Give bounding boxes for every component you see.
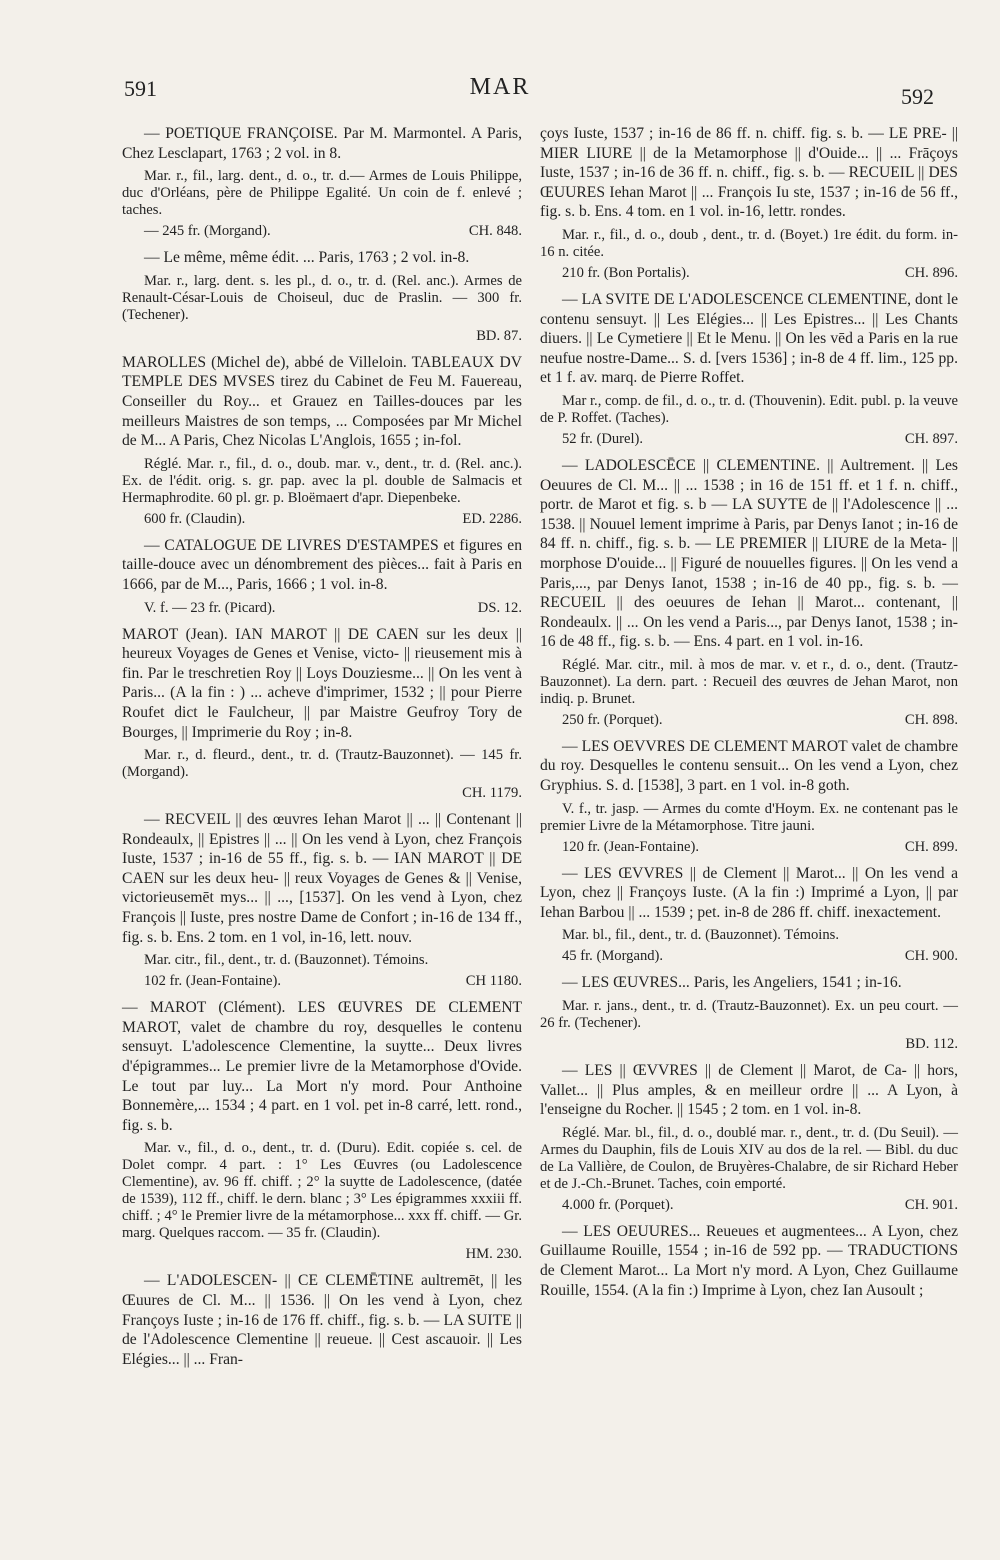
sale-price: 52 fr. (Durel). xyxy=(562,430,644,447)
catalogue-entry: — LES ŒUVRES... Paris, les Angeliers, 1541 ; in-16. xyxy=(562,974,902,992)
catalogue-ref: CH. 896. xyxy=(904,264,958,281)
sale-price: 4.000 fr. (Porquet). xyxy=(562,1196,674,1213)
catalogue-entry: — LES OEUURES... Reueues et augmentees... A Lyon, chez Guillaume Rouille, 1554 ; in-16 de 592 pp. — TRADUCTIONS de Clement Marot... La Mort n'y mord. A Lyon, Chez Guillaume Rouille, 1554. (A la fin :) Imprime à Lyon, chez Ian Ausoult ; xyxy=(540,1222,958,1299)
binding-note: Mar. r., fil., larg. dent., d. o., tr. d.— Armes de Louis Philippe, duc d'Orléans, père de Philippe Egalité. Un coin de f. enlevé ; taches. xyxy=(122,168,522,219)
catalogue-entry: — CATALOGUE DE LIVRES D'ESTAMPES et figures en taille-douce avec un dénombrement des pièces... fait à Paris en 1666, par de M..., Paris, 1666 ; 1 vol. in-8. xyxy=(122,536,522,593)
catalogue-ref: CH. 1179. xyxy=(462,785,522,802)
binding-note: Mar. v., fil., d. o., dent., tr. d. (Duru). Edit. copiée s. cel. de Dolet compr. 4 part. : 1° Les Œuvres (ou Ladolescence Clementine), av. 96 ff. chiff. ; 2° la suytte de Ladolescence, (datée de 1539), 112 ff., chiff. le dern. blanc ; 3° Les épigrammes xxxiii ff. chiff. ; 4° le Premier livre de la métamorphose... xxx ff. chiff. — Gr. marg. Quelques raccom. — 35 fr. (Claudin). xyxy=(122,1140,522,1242)
page-header xyxy=(0,70,1000,110)
page-number-right: 592 xyxy=(901,84,934,109)
catalogue-entry: — POETIQUE FRANÇOISE. Par M. Marmontel. A Paris, Chez Lesclapart, 1763 ; 2 vol. in 8. xyxy=(122,125,522,162)
catalogue-ref: CH. 848. xyxy=(468,223,522,240)
catalogue-entry: — LA SVITE DE L'ADOLESCENCE CLEMENTINE, dont le contenu sensuyt. || Les Elégies... || Les Epistres... || Les Chants diuers. || Le Cymetiere || Et le Menu. || On les vēd a Paris en la rue neufue nostre-Dame... S. d. [vers 1536] ; in-8 de 4 ff. lim., 125 pp. et 1 f. av. marq. de Pierre Roffet. xyxy=(540,290,958,387)
price-line xyxy=(562,431,958,448)
catalogue-entry: — L'ADOLESCEN- || CE CLEMĒTINE aultremēt, || les Œuures de Cl. M... || 1536. || On les vend à Lyon, chez Françoys Iuste ; in-16 de 176 ff. chiff., fig. s. b. — LA SUITE || de l'Adolescence Clementine || reueue. || Cest ascauoir. || Les Elégies... || ... Fran- xyxy=(122,1272,522,1368)
author-heading-entry: MAROT (Jean). IAN MAROT || DE CAEN sur les deux || heureux Voyages de Genes et Venise, victo- || rieusement mis à fin. Par le treschretien Roy || Loys Douziesme... || On les vent à Paris... (A la fin : ) ... acheve d'imprimer, 1532 ; || pour Pierre Roufet dict le Faulcheur, || par Maistre Geufroy Tory de Bourges, || Imprimerie du Roy ; in-8. xyxy=(122,625,522,741)
column-right xyxy=(540,124,958,1305)
catalogue-entry: — LES ŒVVRES || de Clement || Marot... || On les vend a Lyon, chez || Françoys Iuste. (A la fin :) Imprimé a Lyon, || par Iehan Barbou || ... 1539 ; pet. in-8 de 286 ff. chiff. inexactement. xyxy=(540,864,958,921)
catalogue-ref: CH. 897. xyxy=(904,430,958,447)
binding-note: Mar. r. jans., dent., tr. d. (Trautz-Bauzonnet). Ex. un peu court. — 26 fr. (Techener). xyxy=(540,998,958,1032)
price-line xyxy=(144,511,522,528)
catalogue-ref: BD. 87. xyxy=(476,327,522,344)
binding-note: V. f., tr. jasp. — Armes du comte d'Hoym. Ex. ne contenant pas le premier Livre de la Métamorphose. Titre jauni. xyxy=(540,800,958,834)
catalogue-entry: — LADOLESCĒCE || CLEMENTINE. || Aultrement. || Les Oeuures de Cl. M... || ... 1538 ; in 16 de 151 ff. et 1 f. n. chiff., portr. de Marot et fig. s. b — LA SUYTE de || l'Adolescence || ... 1538. || Nouuel lement imprime à Paris, par Denys Ianot ; in-16 de 84 ff. n. chiff., fig. s. b. — LE PREMIER || LIURE de la Meta- || morphose D'ouide... || Figuré de nouuelles figures. || On les vend a Paris,..., par Denys Ianot, 1538 ; in-16 de 40 pp., fig. s. b. — RECUEIL || des oeuures de Iehan || Marot... contenant, || Rondeaulx. || ... On les vend a Paris..., par Denys Ianot, 1538 ; in-16 de 48 ff., fig. s. b. — Ens. 4 part. en 1 vol. in-16. xyxy=(540,456,958,651)
catalogue-ref: CH. 898. xyxy=(904,711,958,728)
sale-price: — 245 fr. (Morgand). xyxy=(144,223,271,240)
catalogue-entry: — LES OEVVRES DE CLEMENT MAROT valet de chambre du roy. Desquelles le contenu sensuit... On les vend a Lyon, chez Gryphius. S. d. [1538], 3 part. en 1 vol. in-8 goth. xyxy=(540,737,958,795)
price-line xyxy=(144,600,522,617)
price-line xyxy=(562,1036,958,1053)
price-line xyxy=(144,973,522,990)
sale-price: 120 fr. (Jean-Fontaine). xyxy=(562,838,699,855)
author-heading-entry: — MAROT (Clément). LES ŒUVRES DE CLEMENT MAROT, valet de chambre du roy, desquelles le contenu sensuyt. L'adolescence Clementine, la suytte... Deux livres d'épigrammes... Le premier livre de la Metamorphose d'Ovide. Le tout par luy... La Mort n'y mord. Pour Anthoine Bonnemère,... 1534 ; 4 part. en 1 vol. pet in-8 carré, lett. rond., fig. s. b. xyxy=(122,999,522,1134)
binding-note: Réglé. Mar. bl., fil., d. o., doublé mar. r., dent., tr. d. (Du Seuil). — Armes du Dauphin, fils de Louis XIV au dos de la rel. — Bibl. du duc de La Vallière, de Coulon, de Bruyères-Chalabre, de sir Richard Heber et de J.-Ch.-Brunet. Taches, coin emporté. xyxy=(540,1124,958,1192)
binding-note: Mar. r., fil., d. o., doub , dent., tr. d. (Boyet.) 1re édit. du form. in-16 n. citée. xyxy=(540,226,958,260)
price-line xyxy=(144,223,522,240)
price-line xyxy=(562,712,958,729)
price-line xyxy=(562,948,958,965)
sale-price: 102 fr. (Jean-Fontaine). xyxy=(144,973,281,990)
catalogue-ref: CH. 900. xyxy=(904,948,958,965)
catalogue-entry: — LES || ŒVVRES || de Clement || Marot, de Ca- || hors, Vallet... || Plus amples, & en meilleur ordre || ... A Lyon, à l'enseigne du Rocher. || 1545 ; 2 tom. en 1 vol. in-8. xyxy=(540,1062,958,1119)
price-line xyxy=(144,785,522,802)
price-line xyxy=(562,839,958,856)
binding-note: Réglé. Mar. citr., mil. à mos de mar. v. et r., d. o., dent. (Trautz-Bauzonnet). La dern. part. : Recueil des œuvres de Jehan Marot, non indiq. p. Brunet. xyxy=(540,656,958,707)
binding-note: Réglé. Mar. r., fil., d. o., doub. mar. v., dent., tr. d. (Rel. anc.). Ex. de l'édit. orig. s. gr. pap. avec la pl. double de Salmacis et Hermaphrodite. 60 pl. gr. p. Bloëmaert d'apr. Diepenbeke. xyxy=(122,455,522,506)
price-line xyxy=(144,328,522,345)
catalogue-ref: DS. 12. xyxy=(477,599,522,616)
catalogue-entry: — Le même, même édit. ... Paris, 1763 ; 2 vol. in-8. xyxy=(144,249,470,267)
binding-note: Mar. r., d. fleurd., dent., tr. d. (Trautz-Bauzonnet). — 145 fr. (Morgand). xyxy=(122,747,522,781)
binding-note: Mar. r., larg. dent. s. les pl., d. o., tr. d. (Rel. anc.). Armes de Renault-César-Louis de Choiseul, duc de Praslin. — 300 fr. (Techener). xyxy=(122,272,522,323)
sale-price: 600 fr. (Claudin). xyxy=(144,510,246,527)
catalogue-ref: CH. 901. xyxy=(904,1196,958,1213)
price-line xyxy=(562,1197,958,1214)
author-heading-entry: MAROLLES (Michel de), abbé de Villeloin. TABLEAUX DV TEMPLE DES MVSES tirez du Cabinet de Feu M. Fauereau, Conseiller du Roy... et Grauez en Tailles-douces par les meilleurs Maistres de son temps, ... Composées par Mr Michel de M... A Paris, Chez Nicolas L'Anglois, 1655 ; in-fol. xyxy=(122,353,522,450)
catalogue-entry: — RECVEIL || des œuvres Iehan Marot || ... || Contenant || Rondeaulx, || Epistres || ... || On les vend à Lyon, chez François Iuste, 1537 ; in-16 de 55 ff., fig. s. b. — IAN MAROT || DE CAEN sur les deux heu- || reux Voyages de Genes & || Venise, victorieusemēt mys... || ..., [1537]. On les vend à Lyon, chez François || Iuste, pres nostre Dame de Confort ; in-16 de 134 ff., fig. s. b. Ens. 2 tom. en 1 vol, in-16, lett. nouv. xyxy=(122,811,522,946)
binding-note: Mar. citr., fil., dent., tr. d. (Bauzonnet). Témoins. xyxy=(144,952,429,969)
catalogue-ref: HM. 230. xyxy=(465,1246,522,1263)
catalogue-ref: CH 1180. xyxy=(465,973,522,990)
catalogue-ref: ED. 2286. xyxy=(462,510,522,527)
catalogue-ref: BD. 112. xyxy=(905,1036,958,1053)
binding-note: Mar r., comp. de fil., d. o., tr. d. (Thouvenin). Edit. publ. p. la veuve de P. Roffet. (Taches). xyxy=(540,392,958,426)
sale-price: 250 fr. (Porquet). xyxy=(562,711,663,728)
column-left xyxy=(122,124,522,1374)
sale-price: V. f. — 23 fr. (Picard). xyxy=(144,599,276,616)
catalogue-entry: çoys Iuste, 1537 ; in-16 de 86 ff. n. chiff. fig. s. b. — LE PRE- || MIER LIURE || de la Metamorphose || d'Ouide... || ... Frāçoys Iuste, 1537 ; in-16 de 36 ff. n. chiff., fig. s. b. — RECUEIL || DES ŒUURES Iehan Marot || ... François Iu ste, 1537 ; in-16 de 56 ff., fig. s. b. Ens. 4 tom. en 1 vol. in-16, lettr. rondes. xyxy=(540,125,958,221)
price-line xyxy=(144,1246,522,1263)
running-head: MAR xyxy=(469,74,531,100)
page-number-left: 591 xyxy=(124,76,157,101)
catalogue-ref: CH. 899. xyxy=(904,838,958,855)
binding-note: Mar. bl., fil., dent., tr. d. (Bauzonnet). Témoins. xyxy=(562,927,839,944)
sale-price: 210 fr. (Bon Portalis). xyxy=(562,264,690,281)
price-line xyxy=(562,265,958,282)
sale-price: 45 fr. (Morgand). xyxy=(562,948,664,965)
